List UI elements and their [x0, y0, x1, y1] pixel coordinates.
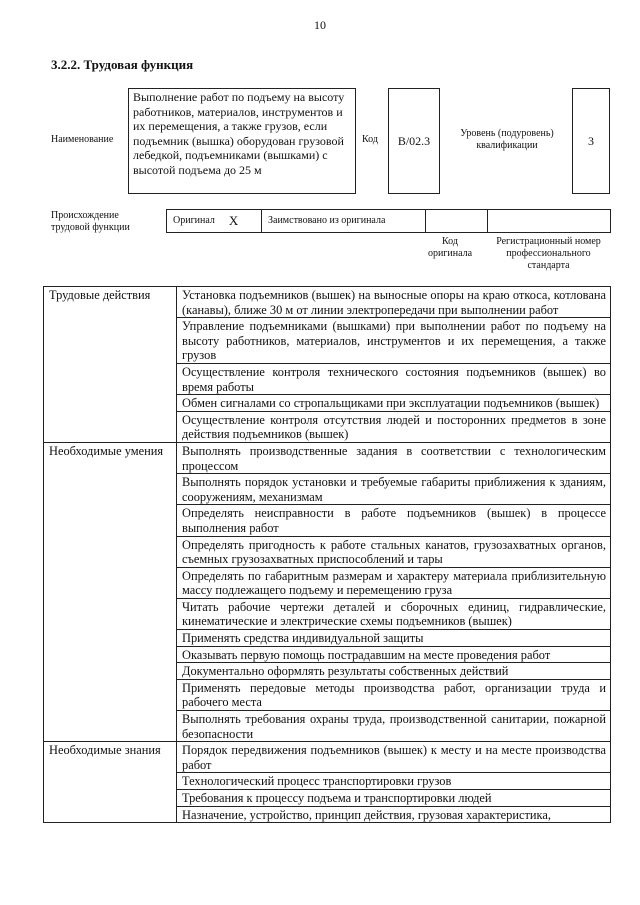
table-row	[44, 287, 611, 318]
category-cell: Необходимые умения	[44, 442, 177, 741]
code-label: Код	[362, 134, 378, 145]
item-cell: Установка подъемников (вышек) на выносные опоры на краю откоса, котлована (канавы), ближе 30 м от линии электропередачи при выполнении работ	[177, 287, 611, 318]
category-cell: Трудовые действия	[44, 287, 177, 443]
item-cell: Порядок передвижения подъемников (вышек) к месту и на месте производства работ	[177, 742, 611, 773]
item-cell: Выполнять требования охраны труда, производственной санитарии, пожарной безопасности	[177, 711, 611, 742]
table-row	[44, 442, 611, 473]
name-label: Наименование	[51, 134, 114, 145]
item-cell: Выполнять порядок установки и требуемые габариты приближения к зданиям, сооружениям, механизмам	[177, 474, 611, 505]
category-cell: Необходимые знания	[44, 742, 177, 823]
item-cell: Обмен сигналами со стропальщиками при эксплуатации подъемников (вышек)	[177, 395, 611, 412]
item-cell: Читать рабочие чертежи деталей и сборочных единиц, гидравлические, кинематические и электрические схемы подъемников (вышек)	[177, 598, 611, 629]
section-title: 3.2.2. Трудовая функция	[51, 57, 194, 72]
original-label: Оригинал	[173, 215, 215, 226]
borrowed-label: Заимствовано из оригинала	[268, 215, 386, 226]
function-code-box: B/02.3	[388, 88, 440, 194]
origin-row	[166, 209, 611, 233]
item-cell: Применять средства индивидуальной защиты	[177, 630, 611, 647]
reg-number-caption: Регистрационный номер профессионального стандарта	[496, 236, 601, 271]
table-row	[44, 742, 611, 773]
item-cell: Выполнять производственные задания в соответствии с технологическим процессом	[177, 442, 611, 473]
level-box: 3	[572, 88, 610, 194]
origin-label: Происхождение трудовой функции	[51, 210, 130, 233]
item-cell: Требования к процессу подъема и транспортировки людей	[177, 790, 611, 807]
item-cell: Определять неисправности в работе подъемников (вышек) в процессе выполнения работ	[177, 505, 611, 536]
original-mark: X	[228, 213, 239, 228]
item-cell: Определять по габаритным размерам и характеру материала приблизительную массу подлежащего подъему и перемещению груза	[177, 567, 611, 598]
original-code-cell	[426, 210, 488, 232]
item-cell: Применять передовые методы производства работ, организации труда и рабочего места	[177, 679, 611, 710]
item-cell: Технологический процесс транспортировки грузов	[177, 773, 611, 790]
item-cell: Осуществление контроля технического состояния подъемников (вышек) во время работы	[177, 363, 611, 394]
code-original-caption: Код оригинала	[427, 236, 473, 259]
page-number: 10	[314, 18, 326, 32]
item-cell: Оказывать первую помощь пострадавшим на месте проведения работ	[177, 646, 611, 663]
item-cell: Назначение, устройство, принцип действия, грузовая характеристика,	[177, 806, 611, 823]
function-name-box: Выполнение работ по подъему на высоту работников, материалов, инструментов и их перемещения, а также грузов, если подъемник (вышка) оборудован грузовой лебедкой, подъемниками (вышками) с высотой подъема до 25 м	[128, 88, 356, 194]
item-cell: Управление подъемниками (вышками) при выполнении работ по подъему на высоту работников, материалов, инструментов и их перемещения, а также грузов	[177, 318, 611, 364]
reg-number-cell	[488, 210, 610, 232]
requirements-table	[43, 286, 611, 823]
item-cell: Определять пригодность к работе стальных канатов, грузозахватных органов, съемных грузозахватных приспособлений и тары	[177, 536, 611, 567]
item-cell: Документально оформлять результаты собственных действий	[177, 663, 611, 680]
borrowed-cell	[262, 210, 426, 232]
level-label: Уровень (подуровень) квалификации	[460, 128, 554, 151]
item-cell: Осуществление контроля отсутствия людей и посторонних предметов в зоне действия подъемников (вышек)	[177, 411, 611, 442]
origin-original-cell	[167, 210, 262, 232]
